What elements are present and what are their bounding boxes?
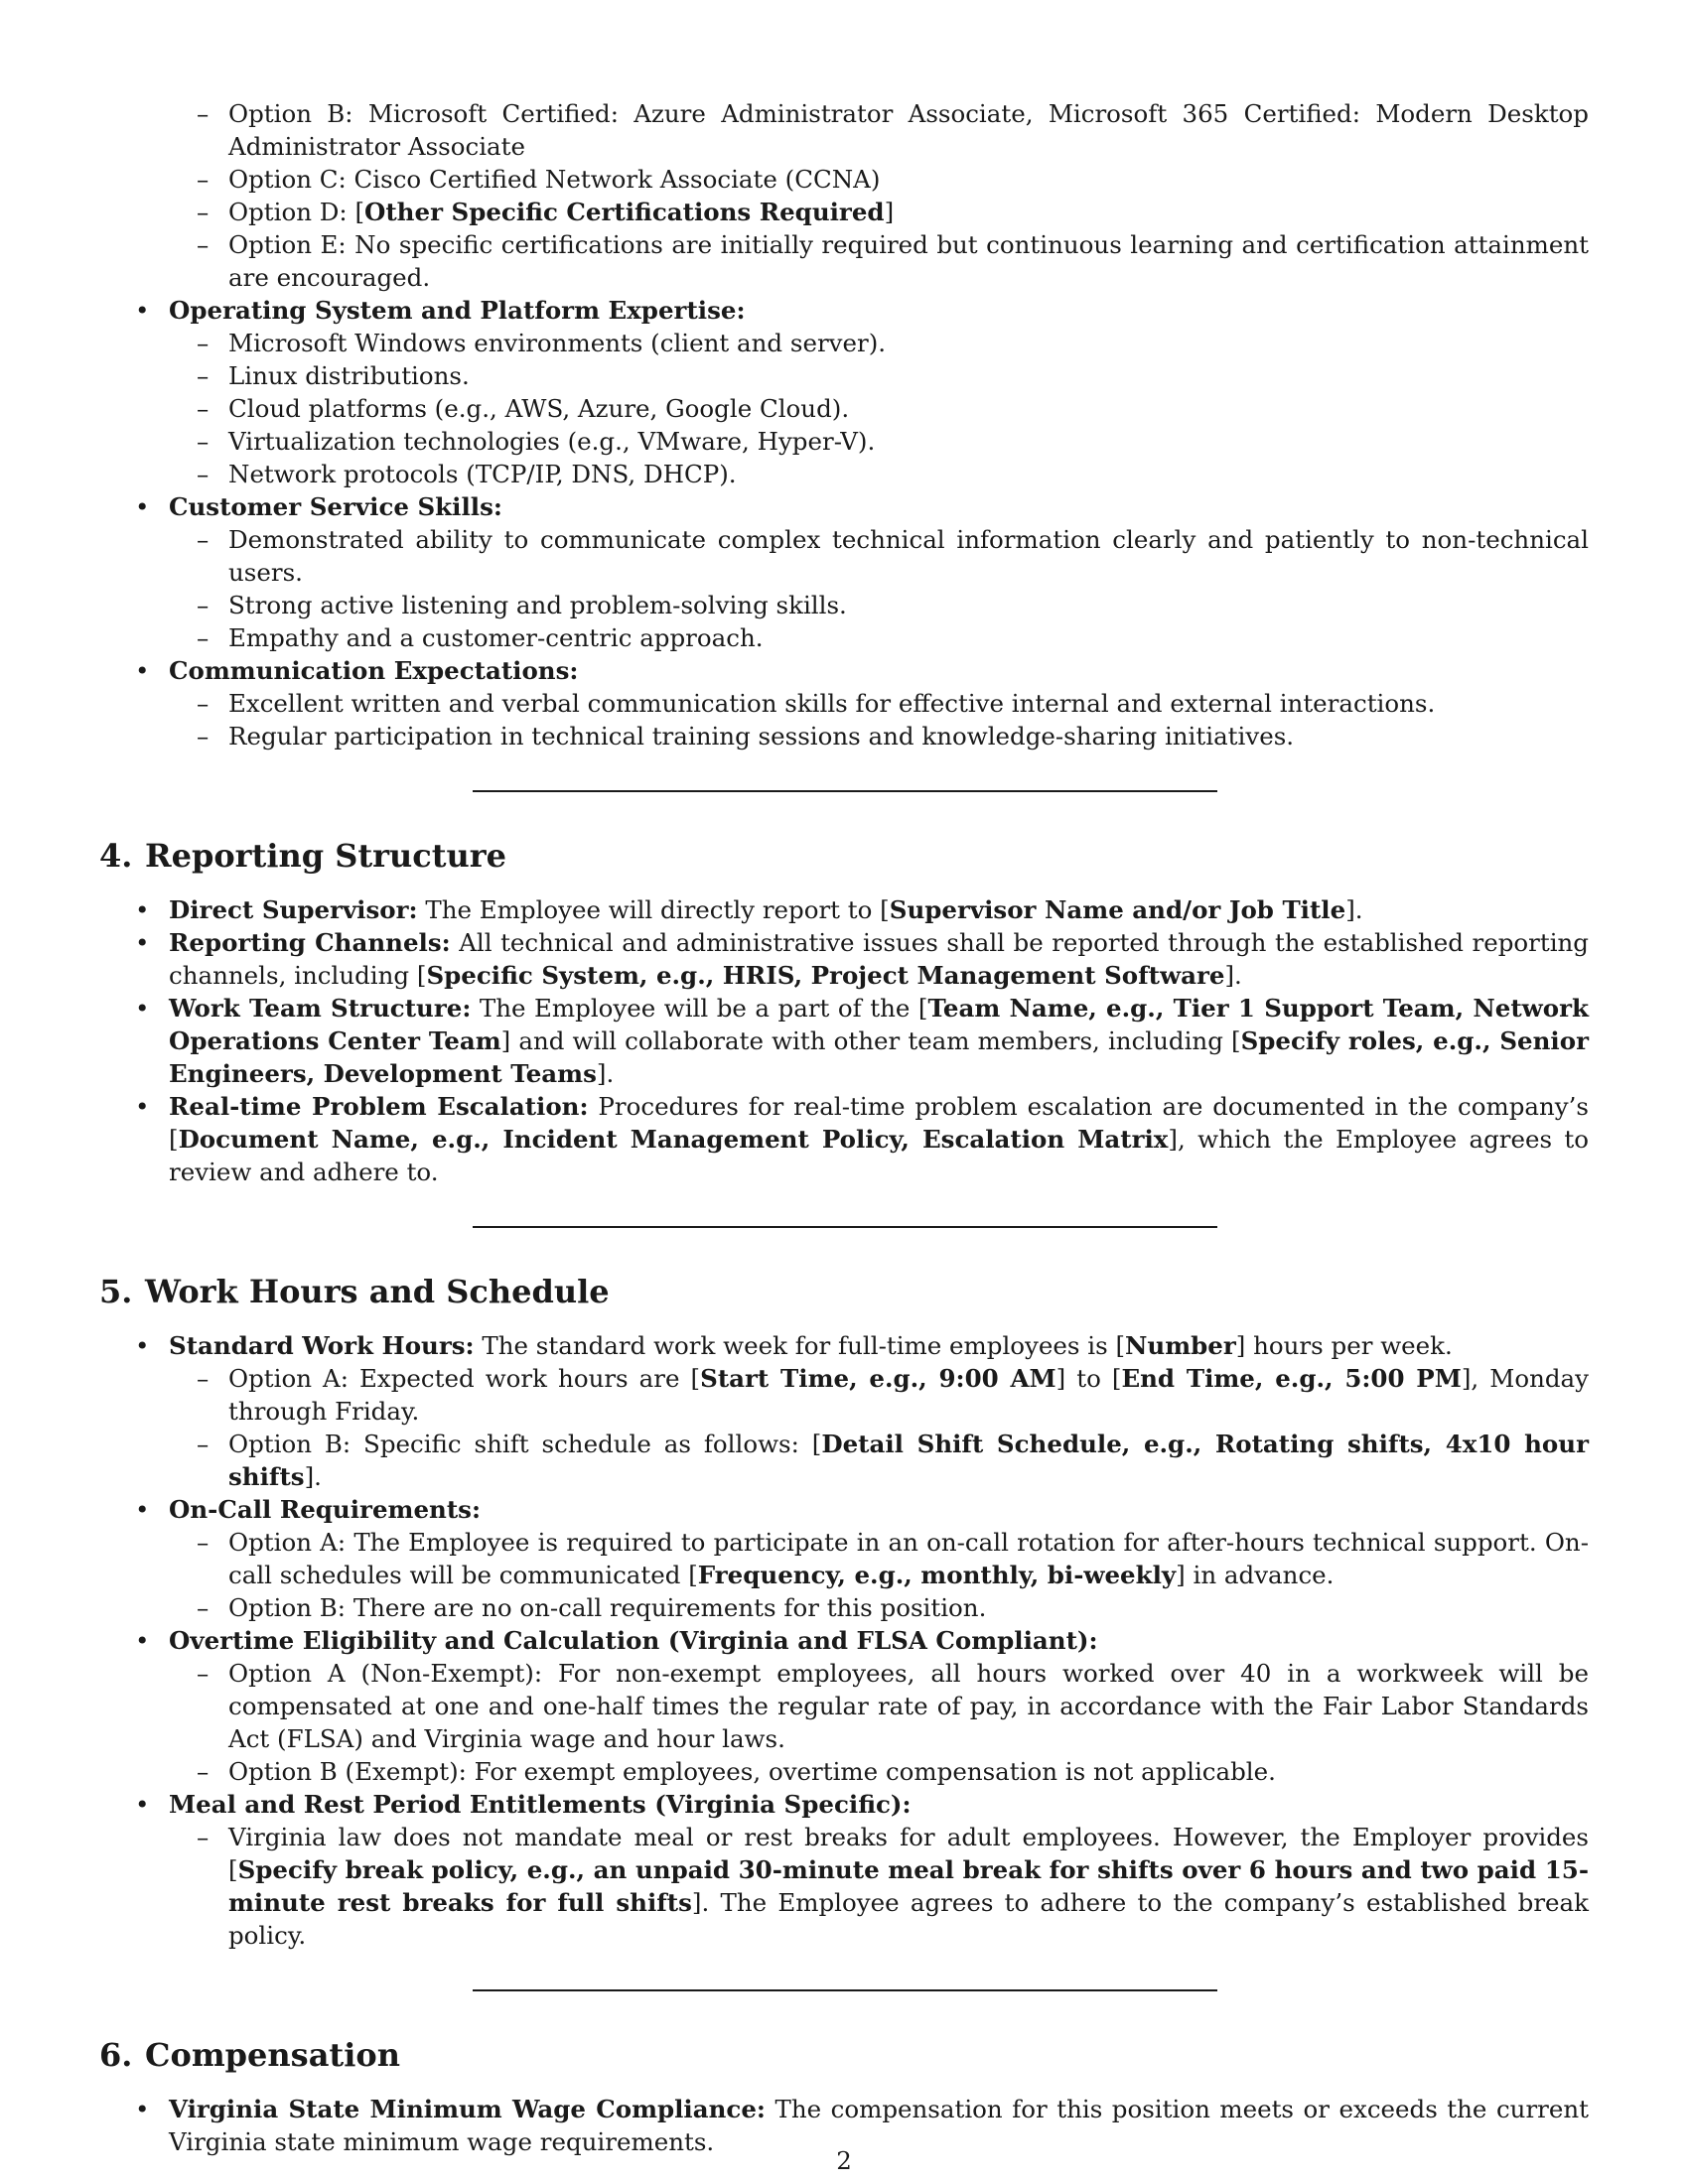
certification-options-list bbox=[99, 97, 1589, 294]
item-label: Work Team Structure: bbox=[169, 994, 472, 1023]
section-heading-work-hours bbox=[99, 1272, 1589, 1311]
option-b-text: Option B: Microsoft Certified: Azure Administrator Associate, Microsoft 365 Certified: Modern Desktop Administrator Associate bbox=[228, 99, 1589, 161]
section-number: 4. bbox=[99, 837, 133, 875]
section-title: Reporting Structure bbox=[145, 837, 507, 875]
section-divider bbox=[473, 1226, 1217, 1228]
list-item bbox=[99, 97, 1589, 163]
standard-hours-item bbox=[99, 1329, 1589, 1493]
item-label: Direct Supervisor: bbox=[169, 895, 418, 924]
section-heading-compensation bbox=[99, 2035, 1589, 2075]
section-divider bbox=[473, 790, 1217, 792]
item-placeholder: Specify break policy, e.g., an unpaid 30-minute meal break for shifts over 6 hours and two paid 15-minute rest breaks for full shifts bbox=[228, 1855, 1589, 1917]
reporting-channels-item bbox=[99, 926, 1589, 992]
item-text: ] and will collaborate with other team members, including [ bbox=[500, 1026, 1241, 1055]
item-label: Reporting Channels: bbox=[169, 928, 451, 957]
item-text: ] in advance. bbox=[1176, 1561, 1335, 1589]
overtime-item bbox=[99, 1624, 1589, 1788]
item-text: The compensation for this position meets or exceeds the current Virginia state minimum wage requirements. bbox=[169, 2095, 1589, 2156]
item-text: ]. bbox=[304, 1462, 322, 1491]
list-item: – Option A (Non-Exempt): For non-exempt employees, all hours worked over 40 in a workweek will be compensated at one and one-half times the regular rate of pay, in accordance with the Fair Labor Standards Act (FLSA) and Virginia wage and hour laws. bbox=[99, 1657, 1589, 1755]
list-item: – Microsoft Windows environments (client and server). bbox=[99, 327, 1589, 359]
page-content bbox=[99, 97, 1589, 2158]
item-placeholder: Supervisor Name and/or Job Title bbox=[889, 895, 1346, 924]
item-text: All technical and administrative issues shall be reported through the established reporting channels, including [ bbox=[169, 928, 1589, 990]
section-number: 6. bbox=[99, 2036, 133, 2074]
os-expertise-item bbox=[99, 294, 1589, 490]
item-text: ]. The Employee agrees to adhere to the company’s established break policy. bbox=[228, 1888, 1589, 1950]
on-call-options bbox=[99, 1526, 1589, 1624]
os-expertise-heading: Operating System and Platform Expertise: bbox=[169, 296, 746, 325]
section-heading-reporting bbox=[99, 836, 1589, 876]
page-number: 2 bbox=[836, 2146, 852, 2175]
item-label: On-Call Requirements: bbox=[169, 1495, 482, 1524]
item-text: ] to [ bbox=[1055, 1364, 1122, 1393]
option-c-text: Option C: Cisco Certified Network Associate (CCNA) bbox=[228, 165, 881, 194]
work-team-item bbox=[99, 992, 1589, 1090]
customer-service-item bbox=[99, 490, 1589, 654]
list-item: – Regular participation in technical training sessions and knowledge-sharing initiatives. bbox=[99, 720, 1589, 752]
list-item bbox=[99, 1821, 1589, 1952]
item-label: Standard Work Hours: bbox=[169, 1331, 475, 1360]
list-item bbox=[99, 1362, 1589, 1428]
communication-sublist bbox=[99, 687, 1589, 752]
skills-list bbox=[99, 294, 1589, 752]
meal-rest-item bbox=[99, 1788, 1589, 1952]
customer-service-heading: Customer Service Skills: bbox=[169, 492, 502, 521]
item-placeholder: Number bbox=[1125, 1331, 1236, 1360]
overtime-options bbox=[99, 1657, 1589, 1788]
option-e-text: Option E: No specific certifications are initially required but continuous learning and certification attainment are encouraged. bbox=[228, 230, 1589, 292]
communication-item bbox=[99, 654, 1589, 752]
item-text: Option B: Specific shift schedule as follows: [ bbox=[228, 1430, 822, 1458]
list-item bbox=[99, 1428, 1589, 1493]
item-placeholder: Start Time, e.g., 9:00 AM bbox=[700, 1364, 1056, 1393]
section-number: 5. bbox=[99, 1273, 133, 1310]
option-d-text: Option D: [ bbox=[228, 198, 365, 226]
list-item: – Strong active listening and problem-solving skills. bbox=[99, 589, 1589, 621]
section-title: Work Hours and Schedule bbox=[145, 1273, 610, 1310]
list-item: – Cloud platforms (e.g., AWS, Azure, Google Cloud). bbox=[99, 392, 1589, 425]
section-divider bbox=[473, 1989, 1217, 1991]
item-placeholder: Frequency, e.g., monthly, bi-weekly bbox=[697, 1561, 1177, 1589]
item-text: The Employee will be a part of the [ bbox=[471, 994, 928, 1023]
list-item: – Demonstrated ability to communicate complex technical information clearly and patiently to non-technical users. bbox=[99, 523, 1589, 589]
item-placeholder: Specify roles, e.g., Senior Engineers, Development Teams bbox=[169, 1026, 1589, 1088]
list-item bbox=[99, 1526, 1589, 1591]
list-item: – Option B: There are no on-call requirements for this position. bbox=[99, 1591, 1589, 1624]
item-text: Option A: Expected work hours are [ bbox=[228, 1364, 701, 1393]
standard-hours-options bbox=[99, 1362, 1589, 1493]
item-text: ], which the Employee agrees to review and adhere to. bbox=[169, 1125, 1589, 1186]
item-text: The Employee will directly report to [ bbox=[417, 895, 890, 924]
customer-service-sublist bbox=[99, 523, 1589, 654]
list-item: – Option B (Exempt): For exempt employees, overtime compensation is not applicable. bbox=[99, 1755, 1589, 1788]
work-hours-list bbox=[99, 1329, 1589, 1952]
meal-rest-options bbox=[99, 1821, 1589, 1952]
item-placeholder: End Time, e.g., 5:00 PM bbox=[1121, 1364, 1462, 1393]
option-d-placeholder: Other Specific Certifications Required bbox=[364, 198, 885, 226]
os-expertise-sublist bbox=[99, 327, 1589, 490]
option-d-close: ] bbox=[884, 198, 895, 226]
direct-supervisor-item bbox=[99, 893, 1589, 926]
item-label: Meal and Rest Period Entitlements (Virginia Specific): bbox=[169, 1790, 912, 1819]
item-placeholder: Detail Shift Schedule, e.g., Rotating shifts, 4x10 hour shifts bbox=[228, 1430, 1589, 1491]
item-label: Real-time Problem Escalation: bbox=[169, 1092, 589, 1121]
item-placeholder: Document Name, e.g., Incident Management Policy, Escalation Matrix bbox=[178, 1125, 1169, 1154]
list-item: – Linux distributions. bbox=[99, 359, 1589, 392]
list-item: – Virtualization technologies (e.g., VMware, Hyper-V). bbox=[99, 425, 1589, 458]
item-text: Procedures for real-time problem escalation are documented in the company’s [ bbox=[169, 1092, 1589, 1154]
item-text: ]. bbox=[1224, 961, 1242, 990]
communication-heading: Communication Expectations: bbox=[169, 656, 579, 685]
item-text: ]. bbox=[1345, 895, 1363, 924]
section-title: Compensation bbox=[145, 2036, 400, 2074]
list-item bbox=[99, 228, 1589, 294]
item-placeholder: Specific System, e.g., HRIS, Project Management Software bbox=[426, 961, 1225, 990]
reporting-list bbox=[99, 893, 1589, 1188]
list-item: – Excellent written and verbal communication skills for effective internal and external interactions. bbox=[99, 687, 1589, 720]
item-text: The standard work week for full-time employees is [ bbox=[474, 1331, 1126, 1360]
item-label: Virginia State Minimum Wage Compliance: bbox=[169, 2095, 766, 2123]
item-label: Overtime Eligibility and Calculation (Virginia and FLSA Compliant): bbox=[169, 1626, 1098, 1655]
item-text: Option A: The Employee is required to participate in an on-call rotation for after-hours technical support. On-call schedules will be communicated [ bbox=[228, 1528, 1589, 1589]
list-item bbox=[99, 163, 1589, 196]
list-item: – Network protocols (TCP/IP, DNS, DHCP). bbox=[99, 458, 1589, 490]
item-text: ]. bbox=[596, 1059, 615, 1088]
list-item bbox=[99, 196, 1589, 228]
list-item: – Empathy and a customer-centric approach. bbox=[99, 621, 1589, 654]
escalation-item bbox=[99, 1090, 1589, 1188]
item-text: Virginia law does not mandate meal or rest breaks for adult employees. However, the Employer provides [ bbox=[228, 1823, 1589, 1884]
item-placeholder: Team Name, e.g., Tier 1 Support Team, Network Operations Center Team bbox=[169, 994, 1589, 1055]
item-text: ] hours per week. bbox=[1235, 1331, 1453, 1360]
on-call-item bbox=[99, 1493, 1589, 1624]
item-text: ], Monday through Friday. bbox=[228, 1364, 1589, 1426]
